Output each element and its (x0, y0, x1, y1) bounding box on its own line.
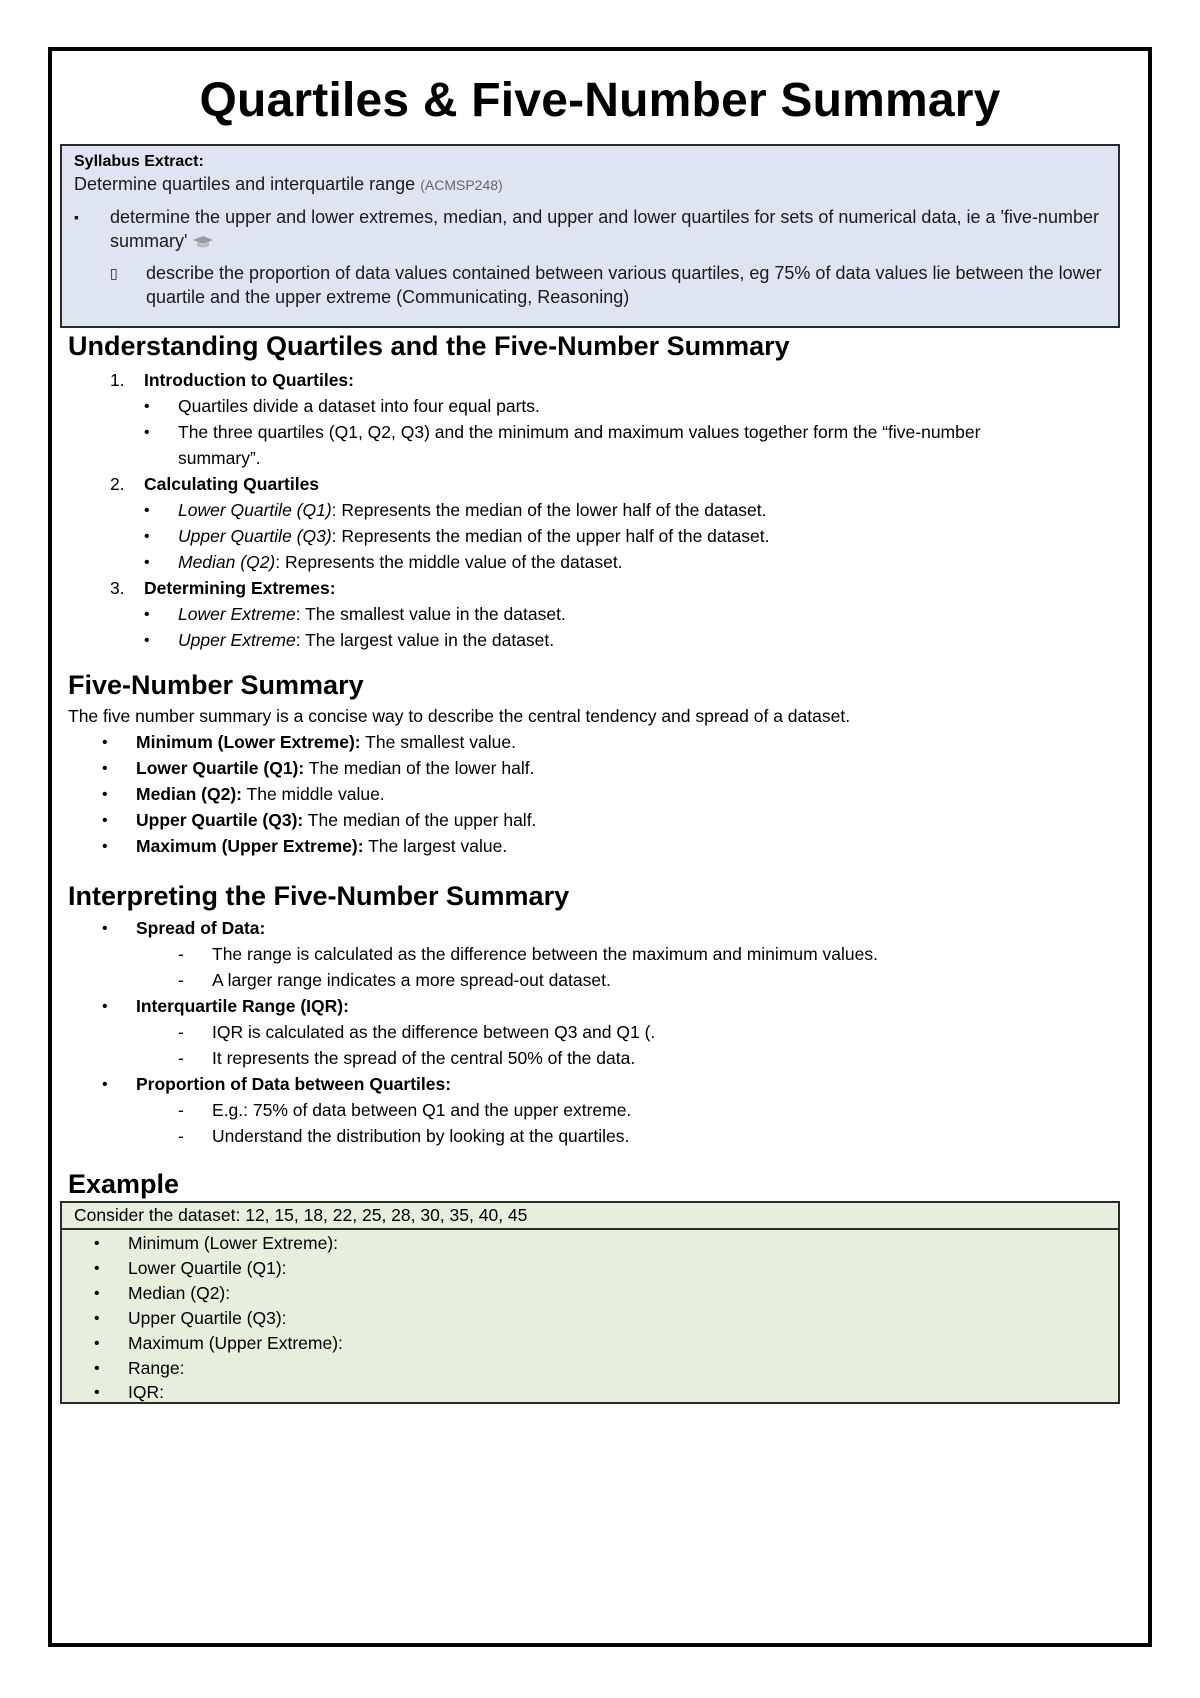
bullet-icon: • (94, 1335, 100, 1352)
item2-b2-label: Upper Quartile (Q3) (178, 526, 332, 546)
list-item (178, 1019, 655, 1046)
syllabus-code: (ACMSP248) (420, 177, 503, 193)
list-item (94, 1331, 343, 1356)
graduation-cap-icon (192, 235, 214, 249)
fn-b4-text: The median of the upper half. (303, 810, 537, 830)
bullet-icon: • (144, 502, 150, 519)
list-item (144, 419, 1144, 446)
bullet-icon: • (102, 998, 108, 1015)
list-item (144, 497, 767, 524)
item2-b2-text: : Represents the median of the upper half of the dataset. (331, 526, 770, 546)
bullet-icon: • (144, 528, 150, 545)
bullet-icon: • (94, 1360, 100, 1377)
box-bullet-icon: ▯ (110, 265, 118, 281)
syllabus-bullet (74, 205, 1106, 253)
fn-b1-label: Minimum (Lower Extreme): (136, 732, 361, 752)
interp-b1-d1: The range is calculated as the difference between the maximum and minimum values. (212, 944, 878, 964)
bullet-icon: • (102, 734, 108, 751)
list-item (178, 1123, 629, 1150)
item2-b3-label: Median (Q2) (178, 552, 276, 572)
dash-icon: - (178, 970, 184, 990)
item3-b2-text: : The largest value in the dataset. (295, 630, 555, 650)
example-item-q3: Upper Quartile (Q3): (128, 1308, 287, 1328)
number-2: 2. (110, 474, 125, 494)
list-item (94, 1281, 230, 1306)
bullet-icon: • (94, 1384, 100, 1401)
interp-b2-d1: IQR is calculated as the difference between Q3 and Q1 (. (212, 1022, 656, 1042)
fn-b1-text: The smallest value. (360, 732, 516, 752)
list-item (178, 941, 878, 968)
list-item (144, 393, 540, 420)
bullet-icon: • (102, 760, 108, 777)
list-item (144, 523, 769, 550)
syllabus-line (74, 172, 1106, 197)
bullet-icon: • (94, 1310, 100, 1327)
list-item (178, 1097, 631, 1124)
item2-title: Calculating Quartiles (144, 474, 320, 494)
item3-b1-text: : The smallest value in the dataset. (295, 604, 566, 624)
syllabus-heading: Syllabus Extract: (74, 153, 204, 170)
item3-title: Determining Extremes: (144, 578, 336, 598)
item1-title: Introduction to Quartiles: (144, 370, 354, 390)
syllabus-line-text: Determine quartiles and interquartile range (74, 174, 416, 194)
dash-icon: - (178, 1022, 184, 1042)
list-item (102, 915, 265, 942)
interp-b1-label: Spread of Data: (136, 918, 266, 938)
list-item (102, 993, 349, 1020)
syllabus-sub-bullet (110, 261, 1106, 309)
example-item-q1: Lower Quartile (Q1): (128, 1258, 287, 1278)
list-item (94, 1256, 287, 1281)
bullet-icon: • (144, 606, 150, 623)
bullet-icon: • (94, 1235, 100, 1252)
fn-b4-label: Upper Quartile (Q3): (136, 810, 304, 830)
bullet-icon: • (102, 920, 108, 937)
number-1: 1. (110, 370, 125, 390)
syllabus-bullet-wrap (110, 205, 1106, 253)
example-box (60, 1228, 1120, 1404)
example-dataset: Consider the dataset: 12, 15, 18, 22, 25, 28, 30, 35, 40, 45 (60, 1201, 1120, 1228)
fn-b5-label: Maximum (Upper Extreme): (136, 836, 364, 856)
item3-b1-label: Lower Extreme (178, 604, 296, 624)
interp-b3-d2: Understand the distribution by looking at the quartiles. (212, 1126, 630, 1146)
dash-icon: - (178, 1048, 184, 1068)
fn-b2-text: The median of the lower half. (304, 758, 535, 778)
list-item (144, 627, 554, 654)
list-item (94, 1380, 164, 1405)
item1-bullet-2-cont: summary”. (178, 448, 261, 468)
example-heading: Example (68, 1169, 180, 1199)
example-item-median: Median (Q2): (128, 1283, 231, 1303)
bullet-icon: • (102, 812, 108, 829)
list-item (94, 1231, 338, 1256)
list-item (94, 1356, 184, 1381)
bullet-icon: • (144, 632, 150, 649)
interp-b1-d2: A larger range indicates a more spread-out dataset. (212, 970, 611, 990)
bullet-icon: • (102, 786, 108, 803)
bullet-icon: • (102, 838, 108, 855)
five-number-intro: The five number summary is a concise way to describe the central tendency and spread of a dataset. (68, 706, 851, 726)
bullet-icon: • (102, 1076, 108, 1093)
list-item (178, 967, 611, 994)
bullet-icon: • (94, 1285, 100, 1302)
fn-b2-label: Lower Quartile (Q1): (136, 758, 305, 778)
dash-icon: - (178, 1100, 184, 1120)
example-item-range: Range: (128, 1358, 185, 1378)
list-item (144, 601, 566, 628)
list-item (102, 729, 516, 756)
list-item (102, 833, 507, 860)
page-frame (48, 47, 1152, 1647)
item1-bullet-2: The three quartiles (Q1, Q2, Q3) and the minimum and maximum values together form the “five-number (178, 422, 981, 442)
syllabus-bullet-text: determine the upper and lower extremes, median, and upper and lower quartiles for sets of numerical data, ie a 'five-number summary' (110, 207, 1099, 251)
page-title: Quartiles & Five-Number Summary (199, 74, 1001, 127)
list-item (102, 807, 536, 834)
fn-b3-label: Median (Q2): (136, 784, 242, 804)
interp-b2-label: Interquartile Range (IQR): (136, 996, 349, 1016)
item2-b1-label: Lower Quartile (Q1) (178, 500, 332, 520)
number-3: 3. (110, 578, 125, 598)
list-item (102, 781, 385, 808)
syllabus-box (60, 144, 1120, 328)
example-item-maximum: Maximum (Upper Extreme): (128, 1333, 343, 1353)
interp-b3-d1: E.g.: 75% of data between Q1 and the upper extreme. (212, 1100, 632, 1120)
item2-b1-text: : Represents the median of the lower half of the dataset. (331, 500, 767, 520)
example-item-iqr: IQR: (128, 1382, 164, 1402)
interp-b3-label: Proportion of Data between Quartiles: (136, 1074, 452, 1094)
dash-icon: - (178, 1126, 184, 1146)
understanding-heading: Understanding Quartiles and the Five-Number Summary (68, 331, 790, 361)
interp-b2-d2: It represents the spread of the central 50% of the data. (212, 1048, 636, 1068)
numbered-item-3 (110, 575, 336, 602)
list-item (178, 1045, 635, 1072)
example-item-minimum: Minimum (Lower Extreme): (128, 1233, 339, 1253)
list-item (94, 1306, 287, 1331)
item1-bullet-1: Quartiles divide a dataset into four equal parts. (178, 396, 540, 416)
list-item (144, 549, 623, 576)
syllabus-sub-bullet-text: describe the proportion of data values contained between various quartiles, eg 75% of data values lie between the lower quartile and the upper extreme (Communicating, Reasoning) (146, 263, 1102, 307)
dash-icon: - (178, 944, 184, 964)
interpreting-heading: Interpreting the Five-Number Summary (68, 881, 570, 911)
list-item (102, 1071, 451, 1098)
square-bullet-icon: ▪ (74, 209, 79, 225)
bullet-icon: • (94, 1260, 100, 1277)
five-number-heading: Five-Number Summary (68, 670, 364, 700)
fn-b5-text: The largest value. (363, 836, 508, 856)
bullet-icon: • (144, 554, 150, 571)
list-item (102, 755, 534, 782)
item3-b2-label: Upper Extreme (178, 630, 296, 650)
numbered-item-1 (110, 367, 354, 394)
item2-b3-text: : Represents the middle value of the dataset. (275, 552, 623, 572)
bullet-icon: • (144, 424, 150, 441)
fn-b3-text: The middle value. (241, 784, 385, 804)
bullet-icon: • (144, 398, 150, 415)
numbered-item-2 (110, 471, 319, 498)
